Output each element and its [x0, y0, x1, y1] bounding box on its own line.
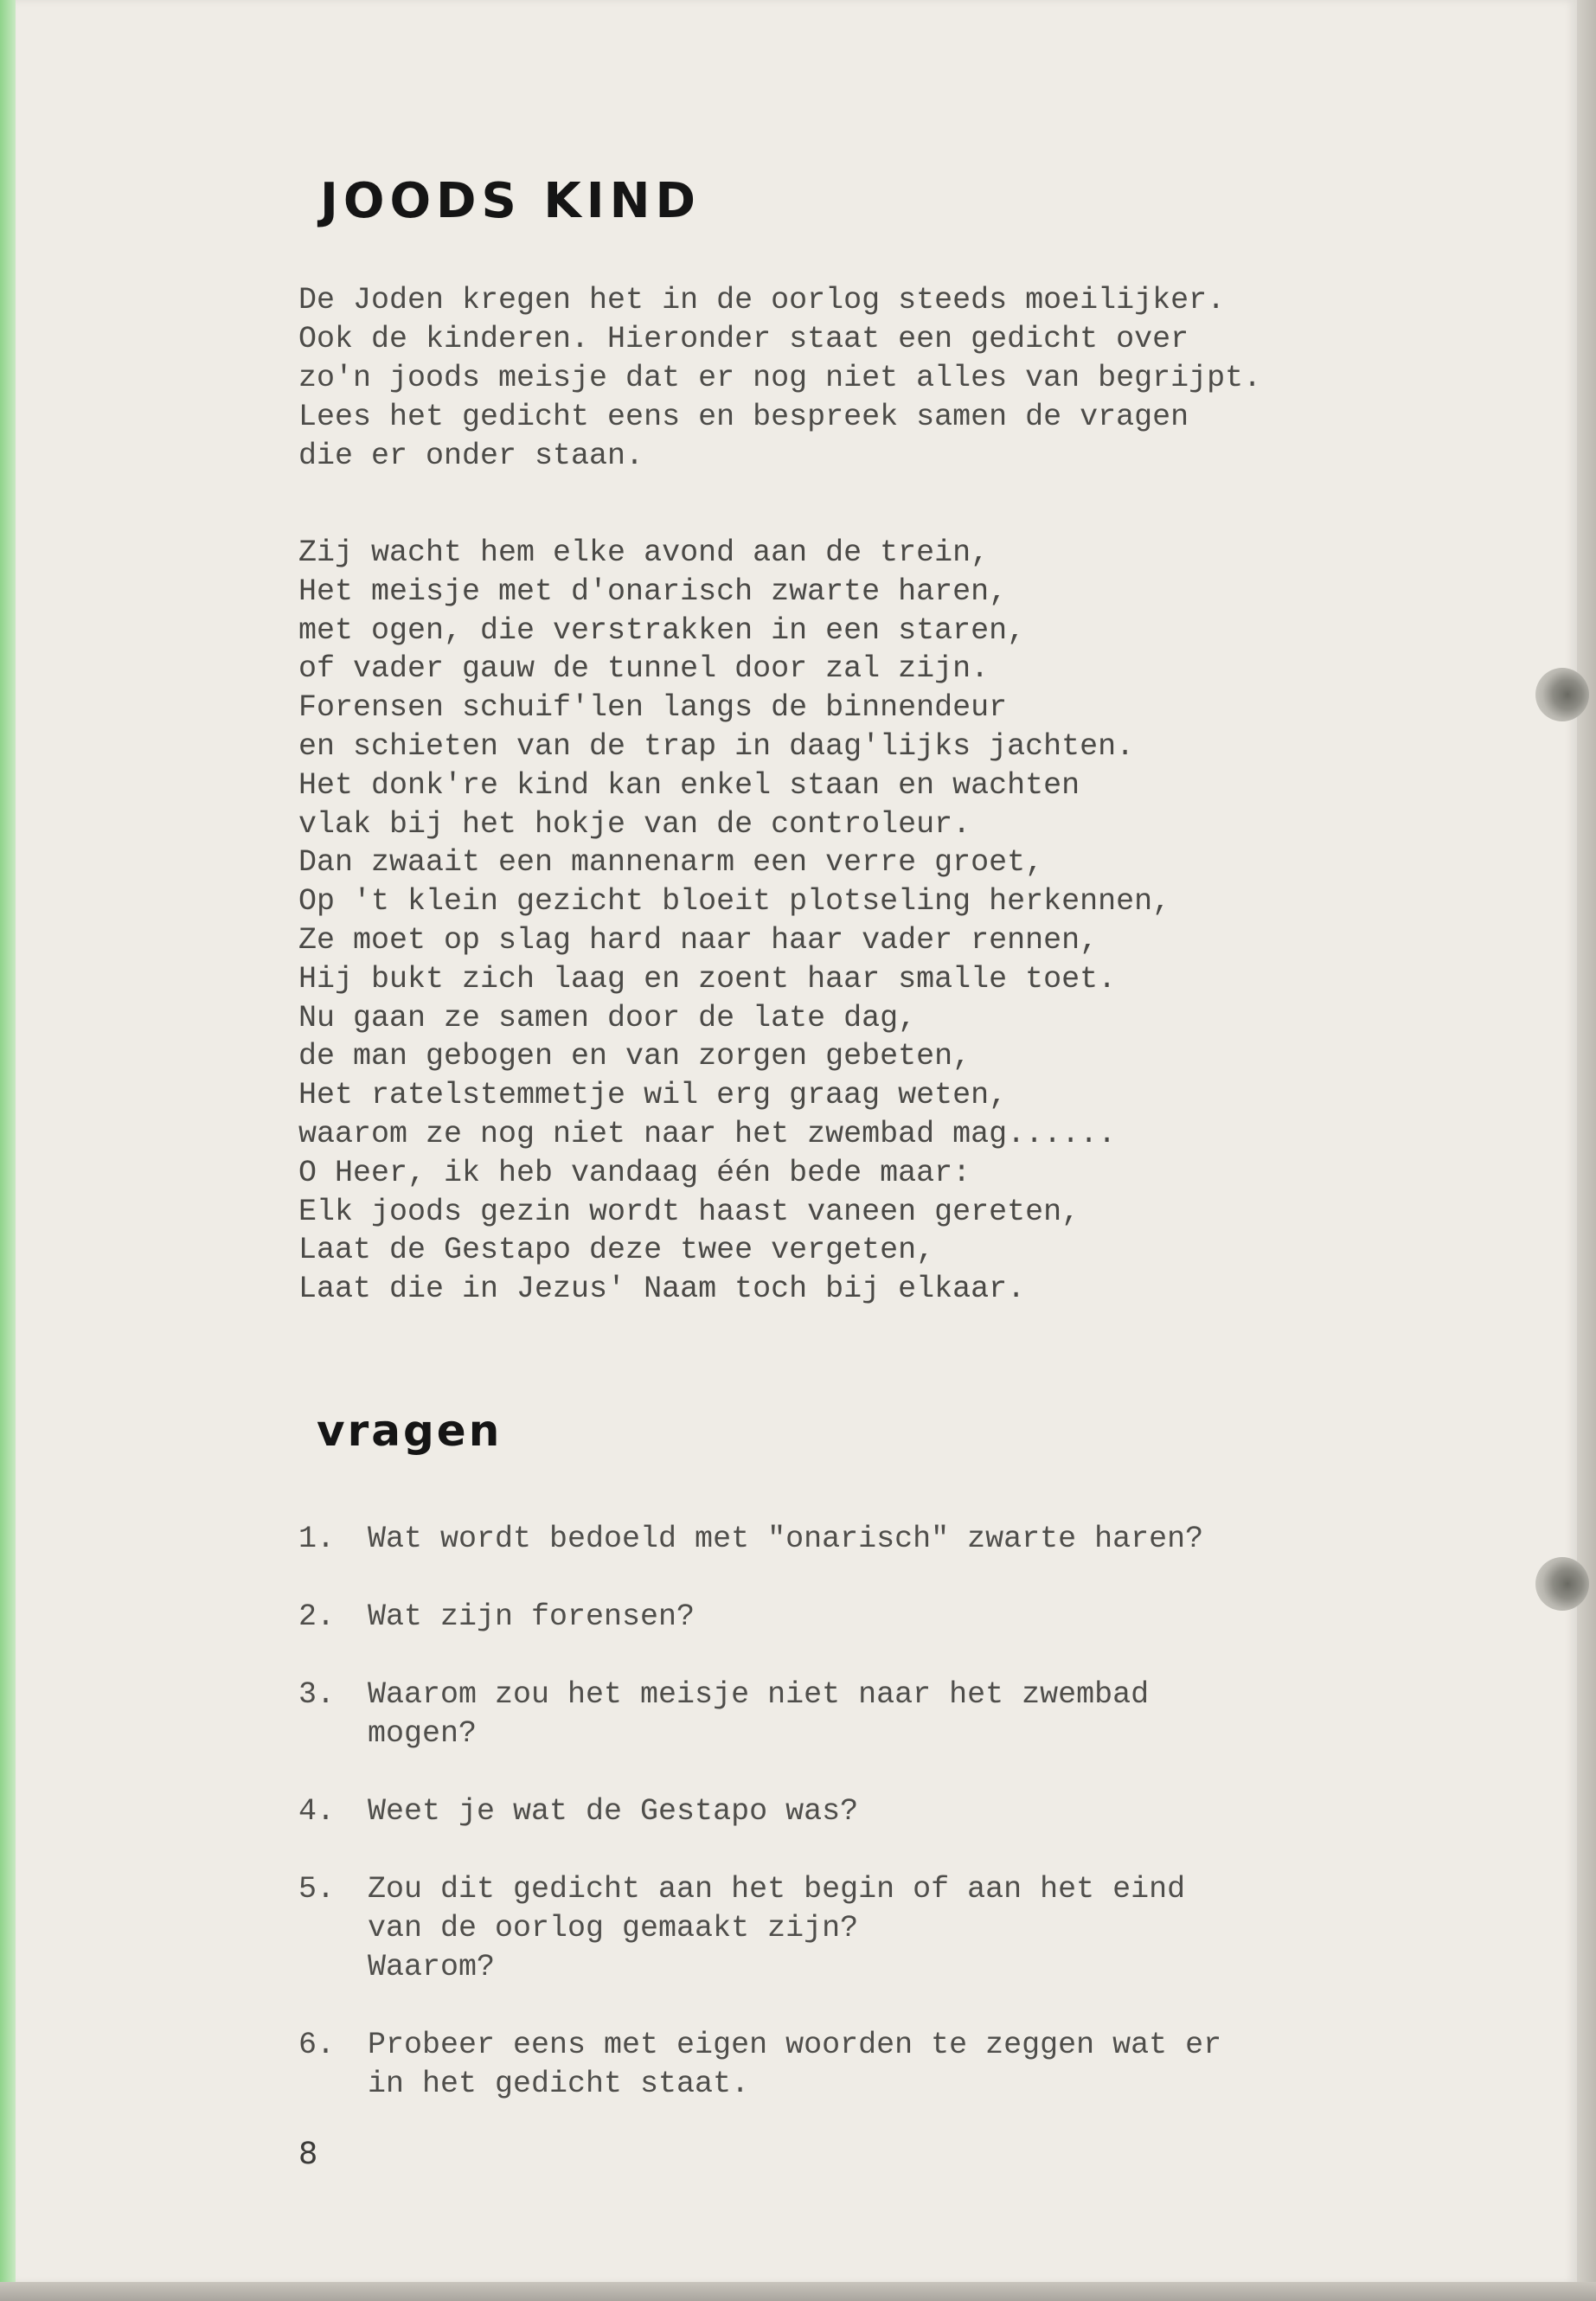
poem-line: waarom ze nog niet naar het zwembad mag...... — [298, 1116, 1117, 1151]
question-number: 4. — [298, 1794, 336, 1829]
question-text: Weet je wat de Gestapo was? — [368, 1794, 859, 1829]
page-title: JOODS KIND — [320, 173, 701, 229]
page-number: 8 — [298, 2137, 318, 2171]
page-green-edge — [0, 0, 16, 2301]
poem-line: Hij bukt zich laag en zoent haar smalle toet. — [298, 961, 1117, 997]
poem-line: Nu gaan ze samen door de late dag, — [298, 1000, 917, 1035]
poem-line: Elk joods gezin wordt haast vaneen gereten, — [298, 1194, 1080, 1229]
question-number: 3. — [298, 1677, 336, 1712]
poem-line: en schieten van de trap in daag'lijks jachten. — [298, 728, 1135, 764]
question-item — [298, 1792, 1527, 1831]
poem-line: vlak bij het hokje van de controleur. — [298, 806, 971, 842]
questions-list — [298, 1520, 1527, 2104]
poem-line: Ze moet op slag hard naar haar vader rennen, — [298, 922, 1099, 958]
poem-line: Laat die in Jezus' Naam toch bij elkaar. — [298, 1272, 1026, 1307]
poem-line: Laat de Gestapo deze twee vergeten, — [298, 1233, 935, 1268]
poem-line: of vader gauw de tunnel door zal zijn. — [298, 651, 990, 687]
page-right-edge — [1577, 0, 1596, 2301]
poem-line: Het meisje met d'onarisch zwarte haren, — [298, 574, 1008, 609]
poem — [298, 534, 1527, 1309]
question-number: 1. — [298, 1522, 336, 1556]
question-number: 2. — [298, 1599, 336, 1634]
poem-line: Het ratelstemmetje wil erg graag weten, — [298, 1078, 1008, 1113]
poem-line: de man gebogen en van zorgen gebeten, — [298, 1039, 971, 1074]
question-text: Wat wordt bedoeld met "onarisch" zwarte haren? — [368, 1522, 1204, 1556]
question-item — [298, 1598, 1527, 1637]
question-text: Wat zijn forensen? — [368, 1599, 695, 1634]
question-item — [298, 1676, 1527, 1753]
poem-line: met ogen, die verstrakken in een staren, — [298, 612, 1026, 648]
poem-line: Op 't klein gezicht bloeit plotseling herkennen, — [298, 884, 1171, 920]
punch-hole-top — [1535, 668, 1589, 721]
question-number: 6. — [298, 2028, 336, 2062]
question-item — [298, 1870, 1527, 1987]
punch-hole-bottom — [1535, 1557, 1589, 1611]
intro-paragraph: De Joden kregen het in de oorlog steeds moeilijker. Ook de kinderen. Hieronder staat een gedicht over zo'n joods meisje dat er nog niet alles van begrijpt. Lees het gedicht eens en bespreek samen de vragen die er onder staan. — [298, 283, 1262, 473]
question-number: 5. — [298, 1872, 336, 1907]
question-text: Waarom zou het meisje niet naar het zwembad mogen? — [368, 1677, 1150, 1751]
question-item — [298, 1520, 1527, 1559]
poem-line: Dan zwaait een mannenarm een verre groet, — [298, 845, 1044, 881]
poem-line: O Heer, ik heb vandaag één bede maar: — [298, 1155, 971, 1190]
question-item — [298, 2026, 1527, 2104]
questions-heading: vragen — [317, 1406, 503, 1456]
question-text: Zou dit gedicht aan het begin of aan het eind van de oorlog gemaakt zijn? Waarom? — [368, 1872, 1186, 1984]
question-text: Probeer eens met eigen woorden te zeggen wat er in het gedicht staat. — [368, 2028, 1222, 2101]
poem-line: Het donk're kind kan enkel staan en wachten — [298, 767, 1080, 803]
page-bottom-edge — [0, 2282, 1596, 2301]
poem-line: Forensen schuif'len langs de binnendeur — [298, 690, 1008, 726]
poem-line: Zij wacht hem elke avond aan de trein, — [298, 535, 990, 570]
